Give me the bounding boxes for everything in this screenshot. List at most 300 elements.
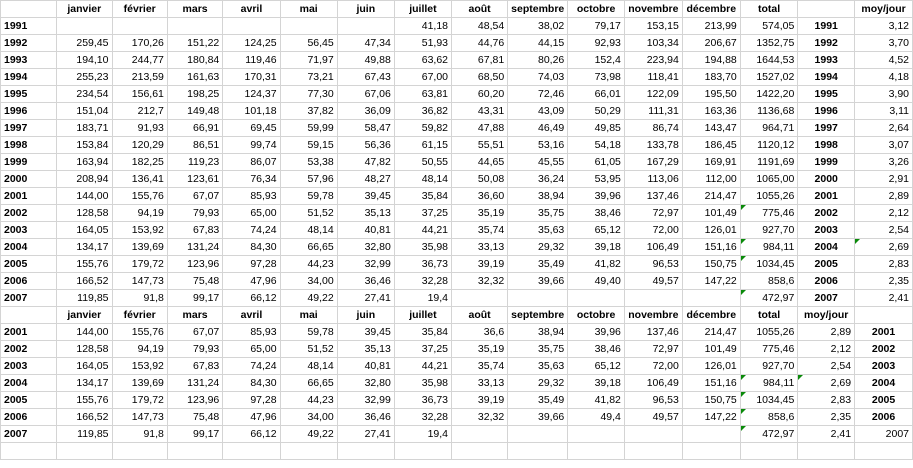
- value-cell[interactable]: 775,46: [740, 341, 798, 358]
- value-cell[interactable]: 35,84: [394, 324, 451, 341]
- value-cell[interactable]: 32,32: [452, 409, 508, 426]
- year-label-cell[interactable]: 1991: [798, 18, 855, 35]
- row-year-cell[interactable]: 2005: [1, 256, 57, 273]
- value-cell[interactable]: 49,57: [624, 273, 682, 290]
- value-cell[interactable]: 139,69: [112, 239, 167, 256]
- value-cell[interactable]: 50,55: [394, 154, 451, 171]
- value-cell[interactable]: 72,97: [624, 205, 682, 222]
- corner-cell[interactable]: [1, 1, 57, 18]
- year-label-cell[interactable]: 2006: [855, 409, 913, 426]
- value-cell[interactable]: [568, 290, 625, 307]
- value-cell[interactable]: 72,00: [624, 222, 682, 239]
- value-cell[interactable]: 67,06: [337, 86, 394, 103]
- value-cell[interactable]: 123,96: [167, 392, 222, 409]
- value-cell[interactable]: 134,17: [57, 239, 112, 256]
- value-cell[interactable]: 48,54: [452, 18, 508, 35]
- value-cell[interactable]: [682, 290, 740, 307]
- value-cell[interactable]: 179,72: [112, 256, 167, 273]
- value-cell[interactable]: 194,10: [57, 52, 112, 69]
- column-header-cell[interactable]: septembre: [508, 307, 568, 324]
- value-cell[interactable]: 59,15: [280, 137, 337, 154]
- value-cell[interactable]: 37,82: [280, 103, 337, 120]
- year-label-cell[interactable]: 1997: [798, 120, 855, 137]
- year-label-cell[interactable]: 2002: [798, 205, 855, 222]
- row-year-cell[interactable]: 2000: [1, 171, 57, 188]
- value-cell[interactable]: 59,99: [280, 120, 337, 137]
- value-cell[interactable]: 155,76: [57, 256, 112, 273]
- value-cell[interactable]: 74,03: [508, 69, 568, 86]
- year-label-cell[interactable]: 2005: [855, 392, 913, 409]
- value-cell[interactable]: 35,84: [394, 188, 451, 205]
- value-cell[interactable]: 151,16: [682, 375, 740, 392]
- value-cell[interactable]: 48,14: [394, 171, 451, 188]
- column-header-cell[interactable]: novembre: [624, 307, 682, 324]
- value-cell[interactable]: [337, 18, 394, 35]
- column-header-cell[interactable]: juillet: [394, 1, 451, 18]
- value-cell[interactable]: [452, 290, 508, 307]
- value-cell[interactable]: 964,71: [740, 120, 798, 137]
- year-label-cell[interactable]: 1999: [798, 154, 855, 171]
- value-cell[interactable]: 472,97: [740, 426, 798, 443]
- value-cell[interactable]: 84,30: [223, 375, 280, 392]
- value-cell[interactable]: 2,89: [798, 324, 855, 341]
- value-cell[interactable]: 47,34: [337, 35, 394, 52]
- empty-cell[interactable]: [682, 443, 740, 460]
- value-cell[interactable]: 180,84: [167, 52, 222, 69]
- value-cell[interactable]: 33,13: [452, 239, 508, 256]
- value-cell[interactable]: 32,80: [337, 375, 394, 392]
- value-cell[interactable]: 124,25: [223, 35, 280, 52]
- row-year-cell[interactable]: 2007: [1, 426, 57, 443]
- empty-cell[interactable]: [624, 443, 682, 460]
- value-cell[interactable]: [167, 18, 222, 35]
- column-header-cell[interactable]: [798, 1, 855, 18]
- value-cell[interactable]: 29,32: [508, 239, 568, 256]
- column-header-cell[interactable]: mai: [280, 1, 337, 18]
- value-cell[interactable]: 39,19: [452, 392, 508, 409]
- value-cell[interactable]: 2,35: [798, 409, 855, 426]
- value-cell[interactable]: 150,75: [682, 256, 740, 273]
- value-cell[interactable]: 36,09: [337, 103, 394, 120]
- value-cell[interactable]: 63,62: [394, 52, 451, 69]
- value-cell[interactable]: 75,48: [167, 409, 222, 426]
- value-cell[interactable]: 35,49: [508, 256, 568, 273]
- value-cell[interactable]: 36,73: [394, 256, 451, 273]
- value-cell[interactable]: 38,46: [568, 341, 625, 358]
- value-cell[interactable]: 119,85: [57, 290, 112, 307]
- value-cell[interactable]: 123,61: [167, 171, 222, 188]
- column-header-cell[interactable]: janvier: [57, 1, 112, 18]
- value-cell[interactable]: 47,96: [223, 273, 280, 290]
- value-cell[interactable]: 66,12: [223, 290, 280, 307]
- value-cell[interactable]: 212,7: [112, 103, 167, 120]
- empty-cell[interactable]: [568, 443, 625, 460]
- value-cell[interactable]: 67,81: [452, 52, 508, 69]
- value-cell[interactable]: [624, 290, 682, 307]
- value-cell[interactable]: 66,65: [280, 239, 337, 256]
- value-cell[interactable]: 44,23: [280, 256, 337, 273]
- value-cell[interactable]: 58,47: [337, 120, 394, 137]
- value-cell[interactable]: 1055,26: [740, 188, 798, 205]
- value-cell[interactable]: 44,21: [394, 222, 451, 239]
- value-cell[interactable]: 2,89: [855, 188, 913, 205]
- value-cell[interactable]: 27,41: [337, 426, 394, 443]
- value-cell[interactable]: 69,45: [223, 120, 280, 137]
- value-cell[interactable]: 34,00: [280, 273, 337, 290]
- value-cell[interactable]: 53,16: [508, 137, 568, 154]
- value-cell[interactable]: 71,97: [280, 52, 337, 69]
- value-cell[interactable]: 36,46: [337, 273, 394, 290]
- value-cell[interactable]: 120,29: [112, 137, 167, 154]
- value-cell[interactable]: [568, 426, 625, 443]
- value-cell[interactable]: 128,58: [57, 341, 112, 358]
- column-header-cell[interactable]: [855, 307, 913, 324]
- value-cell[interactable]: 113,06: [624, 171, 682, 188]
- value-cell[interactable]: 68,50: [452, 69, 508, 86]
- value-cell[interactable]: 984,11: [740, 375, 798, 392]
- value-cell[interactable]: 1527,02: [740, 69, 798, 86]
- value-cell[interactable]: 32,99: [337, 392, 394, 409]
- value-cell[interactable]: 1422,20: [740, 86, 798, 103]
- value-cell[interactable]: 47,88: [452, 120, 508, 137]
- value-cell[interactable]: 4,52: [855, 52, 913, 69]
- value-cell[interactable]: 35,98: [394, 375, 451, 392]
- value-cell[interactable]: 144,00: [57, 324, 112, 341]
- value-cell[interactable]: 43,31: [452, 103, 508, 120]
- row-year-cell[interactable]: 1996: [1, 103, 57, 120]
- value-cell[interactable]: 126,01: [682, 358, 740, 375]
- value-cell[interactable]: 1120,12: [740, 137, 798, 154]
- value-cell[interactable]: 214,47: [682, 188, 740, 205]
- value-cell[interactable]: 134,17: [57, 375, 112, 392]
- value-cell[interactable]: 49,57: [624, 409, 682, 426]
- year-label-cell[interactable]: 2000: [798, 171, 855, 188]
- value-cell[interactable]: 195,50: [682, 86, 740, 103]
- value-cell[interactable]: 153,92: [112, 222, 167, 239]
- year-label-cell[interactable]: 2004: [798, 239, 855, 256]
- value-cell[interactable]: 32,32: [452, 273, 508, 290]
- value-cell[interactable]: 32,28: [394, 273, 451, 290]
- value-cell[interactable]: 63,81: [394, 86, 451, 103]
- column-header-cell[interactable]: avril: [223, 1, 280, 18]
- column-header-cell[interactable]: moy/jour: [798, 307, 855, 324]
- column-header-cell[interactable]: février: [112, 1, 167, 18]
- value-cell[interactable]: 44,23: [280, 392, 337, 409]
- value-cell[interactable]: [682, 426, 740, 443]
- empty-cell[interactable]: [798, 443, 855, 460]
- value-cell[interactable]: 213,99: [682, 18, 740, 35]
- value-cell[interactable]: 35,75: [508, 205, 568, 222]
- value-cell[interactable]: 106,49: [624, 239, 682, 256]
- value-cell[interactable]: 183,71: [57, 120, 112, 137]
- value-cell[interactable]: 67,00: [394, 69, 451, 86]
- value-cell[interactable]: 39,18: [568, 375, 625, 392]
- value-cell[interactable]: 3,70: [855, 35, 913, 52]
- value-cell[interactable]: 151,22: [167, 35, 222, 52]
- value-cell[interactable]: 101,49: [682, 205, 740, 222]
- value-cell[interactable]: 179,72: [112, 392, 167, 409]
- value-cell[interactable]: 2,83: [855, 256, 913, 273]
- value-cell[interactable]: 112,00: [682, 171, 740, 188]
- row-year-cell[interactable]: 2006: [1, 273, 57, 290]
- value-cell[interactable]: 38,46: [568, 205, 625, 222]
- value-cell[interactable]: 186,45: [682, 137, 740, 154]
- value-cell[interactable]: 79,93: [167, 341, 222, 358]
- value-cell[interactable]: 101,49: [682, 341, 740, 358]
- value-cell[interactable]: 75,48: [167, 273, 222, 290]
- value-cell[interactable]: 96,53: [624, 392, 682, 409]
- value-cell[interactable]: 50,08: [452, 171, 508, 188]
- value-cell[interactable]: 39,18: [568, 239, 625, 256]
- value-cell[interactable]: 35,98: [394, 239, 451, 256]
- value-cell[interactable]: 2,35: [855, 273, 913, 290]
- year-label-cell[interactable]: 1995: [798, 86, 855, 103]
- empty-cell[interactable]: [167, 443, 222, 460]
- value-cell[interactable]: 150,75: [682, 392, 740, 409]
- value-cell[interactable]: 59,78: [280, 188, 337, 205]
- value-cell[interactable]: 36,60: [452, 188, 508, 205]
- value-cell[interactable]: 137,46: [624, 324, 682, 341]
- column-header-cell[interactable]: avril: [223, 307, 280, 324]
- value-cell[interactable]: 147,73: [112, 273, 167, 290]
- value-cell[interactable]: 35,19: [452, 205, 508, 222]
- column-header-cell[interactable]: juin: [337, 1, 394, 18]
- value-cell[interactable]: 59,82: [394, 120, 451, 137]
- value-cell[interactable]: 4,18: [855, 69, 913, 86]
- value-cell[interactable]: 39,45: [337, 188, 394, 205]
- value-cell[interactable]: 151,16: [682, 239, 740, 256]
- column-header-cell[interactable]: décembre: [682, 307, 740, 324]
- column-header-cell[interactable]: total: [740, 307, 798, 324]
- value-cell[interactable]: 59,78: [280, 324, 337, 341]
- value-cell[interactable]: 19,4: [394, 290, 451, 307]
- year-label-cell[interactable]: 2001: [855, 324, 913, 341]
- value-cell[interactable]: 65,00: [223, 341, 280, 358]
- value-cell[interactable]: 38,94: [508, 324, 568, 341]
- value-cell[interactable]: 44,21: [394, 358, 451, 375]
- column-header-cell[interactable]: février: [112, 307, 167, 324]
- value-cell[interactable]: 99,74: [223, 137, 280, 154]
- value-cell[interactable]: 66,91: [167, 120, 222, 137]
- value-cell[interactable]: 41,18: [394, 18, 451, 35]
- value-cell[interactable]: 45,55: [508, 154, 568, 171]
- value-cell[interactable]: 79,17: [568, 18, 625, 35]
- value-cell[interactable]: [223, 18, 280, 35]
- value-cell[interactable]: 48,14: [280, 222, 337, 239]
- value-cell[interactable]: 39,96: [568, 188, 625, 205]
- value-cell[interactable]: 39,45: [337, 324, 394, 341]
- value-cell[interactable]: 198,25: [167, 86, 222, 103]
- value-cell[interactable]: 927,70: [740, 222, 798, 239]
- corner-cell[interactable]: [1, 307, 57, 324]
- value-cell[interactable]: 149,48: [167, 103, 222, 120]
- value-cell[interactable]: 72,00: [624, 358, 682, 375]
- year-label-cell[interactable]: 1994: [798, 69, 855, 86]
- value-cell[interactable]: 161,63: [167, 69, 222, 86]
- value-cell[interactable]: 119,85: [57, 426, 112, 443]
- value-cell[interactable]: 170,26: [112, 35, 167, 52]
- column-header-cell[interactable]: juin: [337, 307, 394, 324]
- value-cell[interactable]: 48,14: [280, 358, 337, 375]
- value-cell[interactable]: 155,76: [57, 392, 112, 409]
- value-cell[interactable]: 41,82: [568, 392, 625, 409]
- value-cell[interactable]: 927,70: [740, 358, 798, 375]
- value-cell[interactable]: 46,49: [508, 120, 568, 137]
- row-year-cell[interactable]: 1995: [1, 86, 57, 103]
- value-cell[interactable]: 55,51: [452, 137, 508, 154]
- value-cell[interactable]: 86,07: [223, 154, 280, 171]
- value-cell[interactable]: 38,94: [508, 188, 568, 205]
- value-cell[interactable]: 472,97: [740, 290, 798, 307]
- value-cell[interactable]: 91,8: [112, 290, 167, 307]
- column-header-cell[interactable]: mars: [167, 1, 222, 18]
- value-cell[interactable]: 163,94: [57, 154, 112, 171]
- value-cell[interactable]: 51,52: [280, 205, 337, 222]
- row-year-cell[interactable]: 1997: [1, 120, 57, 137]
- value-cell[interactable]: 86,51: [167, 137, 222, 154]
- value-cell[interactable]: 101,18: [223, 103, 280, 120]
- value-cell[interactable]: 66,12: [223, 426, 280, 443]
- value-cell[interactable]: 67,43: [337, 69, 394, 86]
- value-cell[interactable]: 2,41: [855, 290, 913, 307]
- value-cell[interactable]: 2,54: [798, 358, 855, 375]
- row-year-cell[interactable]: 2002: [1, 205, 57, 222]
- value-cell[interactable]: 38,02: [508, 18, 568, 35]
- value-cell[interactable]: 85,93: [223, 324, 280, 341]
- value-cell[interactable]: 97,28: [223, 256, 280, 273]
- year-label-cell[interactable]: 1996: [798, 103, 855, 120]
- column-header-cell[interactable]: mars: [167, 307, 222, 324]
- value-cell[interactable]: 84,30: [223, 239, 280, 256]
- value-cell[interactable]: 153,84: [57, 137, 112, 154]
- value-cell[interactable]: 99,17: [167, 426, 222, 443]
- value-cell[interactable]: 66,01: [568, 86, 625, 103]
- value-cell[interactable]: 32,99: [337, 256, 394, 273]
- value-cell[interactable]: 128,58: [57, 205, 112, 222]
- value-cell[interactable]: 2,69: [798, 375, 855, 392]
- value-cell[interactable]: 36,6: [452, 324, 508, 341]
- value-cell[interactable]: 156,61: [112, 86, 167, 103]
- empty-cell[interactable]: [855, 443, 913, 460]
- row-year-cell[interactable]: 2001: [1, 324, 57, 341]
- row-year-cell[interactable]: 1991: [1, 18, 57, 35]
- value-cell[interactable]: 39,19: [452, 256, 508, 273]
- value-cell[interactable]: 79,93: [167, 205, 222, 222]
- value-cell[interactable]: 137,46: [624, 188, 682, 205]
- value-cell[interactable]: 65,12: [568, 222, 625, 239]
- value-cell[interactable]: 151,04: [57, 103, 112, 120]
- value-cell[interactable]: 44,15: [508, 35, 568, 52]
- value-cell[interactable]: 39,96: [568, 324, 625, 341]
- value-cell[interactable]: 35,63: [508, 222, 568, 239]
- value-cell[interactable]: 34,00: [280, 409, 337, 426]
- value-cell[interactable]: 144,00: [57, 188, 112, 205]
- value-cell[interactable]: 2,64: [855, 120, 913, 137]
- value-cell[interactable]: 35,19: [452, 341, 508, 358]
- value-cell[interactable]: [280, 18, 337, 35]
- value-cell[interactable]: 208,94: [57, 171, 112, 188]
- value-cell[interactable]: 3,07: [855, 137, 913, 154]
- value-cell[interactable]: 72,46: [508, 86, 568, 103]
- value-cell[interactable]: 152,4: [568, 52, 625, 69]
- value-cell[interactable]: 92,93: [568, 35, 625, 52]
- value-cell[interactable]: 37,25: [394, 205, 451, 222]
- value-cell[interactable]: [508, 426, 568, 443]
- value-cell[interactable]: 1065,00: [740, 171, 798, 188]
- value-cell[interactable]: 183,70: [682, 69, 740, 86]
- value-cell[interactable]: 3,90: [855, 86, 913, 103]
- value-cell[interactable]: 27,41: [337, 290, 394, 307]
- value-cell[interactable]: 32,80: [337, 239, 394, 256]
- value-cell[interactable]: 136,41: [112, 171, 167, 188]
- value-cell[interactable]: 51,93: [394, 35, 451, 52]
- value-cell[interactable]: 35,49: [508, 392, 568, 409]
- value-cell[interactable]: 111,31: [624, 103, 682, 120]
- value-cell[interactable]: 49,22: [280, 290, 337, 307]
- column-header-cell[interactable]: janvier: [57, 307, 112, 324]
- year-label-cell[interactable]: 2007: [798, 290, 855, 307]
- value-cell[interactable]: 118,41: [624, 69, 682, 86]
- value-cell[interactable]: 194,88: [682, 52, 740, 69]
- value-cell[interactable]: 106,49: [624, 375, 682, 392]
- value-cell[interactable]: 1136,68: [740, 103, 798, 120]
- value-cell[interactable]: 80,26: [508, 52, 568, 69]
- value-cell[interactable]: 97,28: [223, 392, 280, 409]
- value-cell[interactable]: 2,54: [855, 222, 913, 239]
- value-cell[interactable]: 33,13: [452, 375, 508, 392]
- value-cell[interactable]: 35,74: [452, 358, 508, 375]
- value-cell[interactable]: 169,91: [682, 154, 740, 171]
- value-cell[interactable]: 65,00: [223, 205, 280, 222]
- row-year-cell[interactable]: 2004: [1, 375, 57, 392]
- value-cell[interactable]: 1034,45: [740, 256, 798, 273]
- value-cell[interactable]: 67,83: [167, 358, 222, 375]
- value-cell[interactable]: 123,96: [167, 256, 222, 273]
- value-cell[interactable]: 61,05: [568, 154, 625, 171]
- year-label-cell[interactable]: 1998: [798, 137, 855, 154]
- value-cell[interactable]: 206,67: [682, 35, 740, 52]
- value-cell[interactable]: 51,52: [280, 341, 337, 358]
- value-cell[interactable]: 56,45: [280, 35, 337, 52]
- value-cell[interactable]: 119,23: [167, 154, 222, 171]
- value-cell[interactable]: 214,47: [682, 324, 740, 341]
- value-cell[interactable]: 2,41: [798, 426, 855, 443]
- value-cell[interactable]: 147,22: [682, 273, 740, 290]
- empty-cell[interactable]: [508, 443, 568, 460]
- value-cell[interactable]: 49,40: [568, 273, 625, 290]
- row-year-cell[interactable]: 1999: [1, 154, 57, 171]
- value-cell[interactable]: 37,25: [394, 341, 451, 358]
- value-cell[interactable]: 35,13: [337, 341, 394, 358]
- value-cell[interactable]: 94,19: [112, 341, 167, 358]
- value-cell[interactable]: 2,12: [798, 341, 855, 358]
- row-year-cell[interactable]: 1994: [1, 69, 57, 86]
- value-cell[interactable]: 66,65: [280, 375, 337, 392]
- value-cell[interactable]: 126,01: [682, 222, 740, 239]
- year-label-cell[interactable]: 2003: [855, 358, 913, 375]
- value-cell[interactable]: 3,26: [855, 154, 913, 171]
- value-cell[interactable]: 1055,26: [740, 324, 798, 341]
- row-year-cell[interactable]: 2006: [1, 409, 57, 426]
- year-label-cell[interactable]: 2007: [855, 426, 913, 443]
- value-cell[interactable]: 164,05: [57, 222, 112, 239]
- value-cell[interactable]: 574,05: [740, 18, 798, 35]
- value-cell[interactable]: 147,73: [112, 409, 167, 426]
- value-cell[interactable]: 164,05: [57, 358, 112, 375]
- value-cell[interactable]: 44,65: [452, 154, 508, 171]
- row-year-cell[interactable]: 2002: [1, 341, 57, 358]
- value-cell[interactable]: 47,82: [337, 154, 394, 171]
